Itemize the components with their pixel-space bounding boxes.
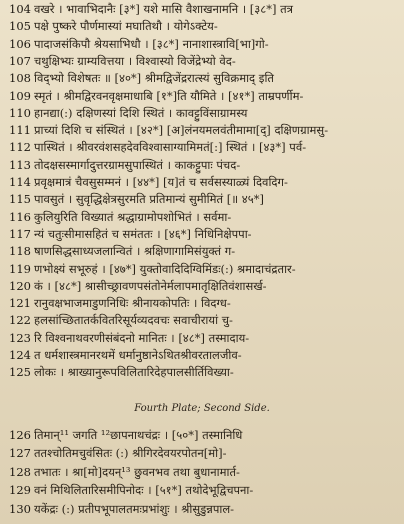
line-number: 121 <box>9 296 31 311</box>
inscription-line <box>0 69 404 88</box>
inscription-line <box>0 138 404 157</box>
inscription-line <box>0 346 404 365</box>
inscription-line <box>0 294 404 313</box>
line-number: 112 <box>9 140 31 155</box>
line-number: 108 <box>9 71 31 86</box>
section-heading: Fourth Plate; Second Side. <box>134 403 270 414</box>
line-text: पक्षे पुष्करे पौर्णमास्यां मघातिथौ । योगेऽक्टेय- <box>34 19 218 34</box>
line-number: 122 <box>9 313 31 328</box>
inscription-line <box>0 426 404 445</box>
line-number: 116 <box>9 209 31 224</box>
line-number: 129 <box>9 483 31 498</box>
line-text: वनं मिथिलितारिसमीपिनोदः । [५१*] तथोदेभूद्विचपना- <box>34 483 254 498</box>
inscription-line <box>0 363 404 382</box>
line-number: 115 <box>9 192 31 207</box>
inscription-line <box>0 500 404 519</box>
inscription-line <box>0 242 404 261</box>
line-number: 110 <box>9 105 31 120</box>
line-text: त धर्मशास्त्रमानरथमें धर्मानुष्ठानेऽथितश्रीवरतालजीव- <box>34 348 242 362</box>
inscription-line <box>0 0 404 19</box>
line-text: कं । [४८*] श्रासीच्छ्रावणपसंतोनेर्मलापमातृक्षितिवंशासर्ख- <box>34 278 267 293</box>
line-text: तिमान्¹¹ जगति ¹²छापनाथचंद्रः । [५०*] तस्मानिधि <box>34 428 243 442</box>
line-number: 114 <box>9 175 31 189</box>
line-text: षाणसिद्धसाध्यजलान्वितं । श्रक्षिणागामिसंयुक्तं ग- <box>34 244 236 259</box>
inscription-line <box>0 190 404 209</box>
line-number: 105 <box>9 19 31 34</box>
line-text: यकेंद्रः (:) प्रतीपभूपालतमःप्रभांशुः । श्रीसुडुन्नपाल- <box>34 501 235 516</box>
line-number: 130 <box>9 501 31 516</box>
inscription-line <box>0 52 404 71</box>
line-number: 109 <box>9 88 31 103</box>
line-text: णभोक्ष्यं सभूरुहं । [४७*] युक्तोवादिदिग्विमिंडः(:) श्रमादाचंद्रतार- <box>34 261 296 276</box>
line-text: हानद्या(:) दक्षिणस्यां दिशि स्थितं । कावट्टुविंसाग्रामस्य <box>34 105 248 120</box>
line-number: 104 <box>9 2 31 16</box>
line-number: 120 <box>9 278 31 293</box>
line-text: प्राच्यां दिशि च संस्थितं । [४२*] [अ]लंनयमलवंतीमामा[द्] दक्षिणग्रामसु- <box>34 123 329 138</box>
inscription-line <box>0 329 404 348</box>
line-text: पावसुतं । सुवृद्धिक्षेत्रसुरमति प्रतिमान्यं सुमीमितं [॥ ४५*] <box>34 192 264 207</box>
inscription-line <box>0 463 404 482</box>
line-text: स्मृतं । श्रीमद्विरवनवृक्षमाधाबि [१*]ति यौमिते । [४१*] ताम्रपर्णीम- <box>34 88 304 103</box>
line-number: 106 <box>9 36 31 51</box>
line-text: तभातः । श्रा[मो]दयन्¹³ छुवनभव तथा बुधानामार्त- <box>34 464 240 479</box>
line-text: रानुवक्षभाजमाडुणनिधिः श्रीनायकोपतिः । विदग्ध- <box>34 296 231 311</box>
inscription-line <box>0 173 404 192</box>
inscription-line <box>0 35 404 54</box>
inscription-line <box>0 208 404 227</box>
line-number: 118 <box>9 244 31 259</box>
inscription-line <box>0 311 404 330</box>
inscription-line <box>0 17 404 36</box>
line-text: पास्थितं । श्रीवरवंशसहदेवविश्वासाग्यामिमतं[:] स्थितं । [४३*] पर्व- <box>34 140 307 155</box>
line-text: रि विश्वनाथवरणीसंबंदनो मानितः । [४८*] तस्मादाय- <box>34 330 250 345</box>
inscription-line <box>0 260 404 279</box>
line-text: वखरे । भावाभिदानैः [३*] यशे मासि वैशाखनामनि । [३८*] तत्र <box>34 2 293 16</box>
line-text: न्यं चतुःसीमासहितं च समंततः । [४६*] निधिनिक्षेपपा- <box>34 226 252 241</box>
line-text: पादाजसंकिपौ श्रेयसाभिधौ । [३८*] नानाशास्त्रावि[भा]गो- <box>34 36 269 51</box>
line-number: 128 <box>9 464 31 479</box>
inscription-line <box>0 444 404 463</box>
inscription-line <box>0 225 404 244</box>
line-number: 124 <box>9 348 31 362</box>
inscription-line <box>0 121 404 140</box>
line-text: लोकः । श्राख्यानुरूपविलितारिदेहपालसीर्तिविख्या- <box>34 365 234 380</box>
inscription-line <box>0 156 404 175</box>
line-number: 126 <box>9 428 31 442</box>
line-text: कुलियुरिति विख्यातं श्रद्धाग्रामोपशोभितं । सर्वमा- <box>34 209 232 224</box>
line-number: 125 <box>9 365 31 380</box>
line-text: प्रवृक्षमात्रं चैवसुसम्मनं । [४४*] [य]तं च सर्वसस्याळ्यं दिवदिग- <box>34 175 288 189</box>
line-number: 117 <box>9 226 31 241</box>
inscription-line <box>0 87 404 106</box>
line-number: 107 <box>9 53 31 68</box>
inscription-line <box>0 481 404 500</box>
line-text: चथुक्षिभ्यः ग्राम्यवित्तया । विश्वास्यो विजेंद्रेभ्यो वेद- <box>34 53 236 68</box>
line-text: हलसांच्छितातर्कवितरिसूर्यव्यदवचः सवाचीरायां चु- <box>34 313 233 328</box>
line-text: विद्भ्यो विशेषतः ॥ [४०*] श्रीमद्विजेंद्ररात्स्यं सुविक्रमाद् इति <box>34 71 274 86</box>
inscription-line <box>0 277 404 296</box>
line-number: 123 <box>9 330 31 345</box>
line-number: 119 <box>9 261 31 276</box>
line-number: 111 <box>9 123 31 138</box>
line-text: ततश्चोतिमचुवंसितः (:) श्रीगिरदेवयरपोतन[मो]- <box>34 446 227 461</box>
line-text: तोदक्षसस्मार्गादुत्तरग्रामसुपास्थितं । काकट्टुपाः पंचद- <box>34 157 241 172</box>
line-number: 113 <box>9 157 31 172</box>
inscription-line <box>0 104 404 123</box>
line-number: 127 <box>9 446 31 461</box>
